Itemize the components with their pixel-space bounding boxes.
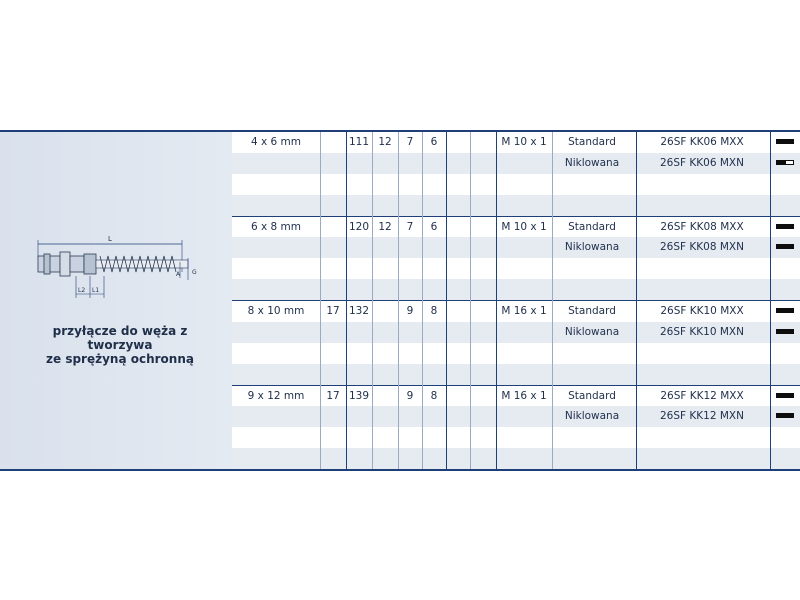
table-row [232, 300, 800, 322]
dim-cell [320, 217, 346, 238]
table-row [232, 132, 800, 153]
stock-indicator-icon [776, 160, 794, 165]
column-divider [422, 132, 423, 469]
table-row [232, 364, 800, 385]
order-code-cell: 26SF KK06 MXN [660, 157, 744, 170]
table-row [232, 322, 800, 343]
order-code-cell: 26SF KK08 MXX [660, 221, 744, 234]
product-table [0, 130, 800, 470]
dim-label-l1: L1 [92, 287, 100, 294]
column-divider [770, 132, 771, 469]
finish-cell: Standard [568, 221, 616, 234]
column-divider [346, 132, 347, 469]
table-row [232, 216, 800, 238]
table-row [232, 343, 800, 364]
order-code-cell: 26SF KK06 MXX [660, 136, 744, 148]
dim-cell [372, 386, 398, 407]
order-code-cell: 26SF KK12 MXN [660, 409, 744, 422]
dim-cell: 6 [430, 221, 438, 234]
dim-cell: 8 [430, 305, 438, 318]
table-row [232, 174, 800, 195]
column-divider [320, 132, 321, 469]
caption-line-1: przyłącze do węża z tworzywa [52, 324, 188, 352]
connector-drawing [30, 232, 210, 312]
table-row [232, 385, 800, 407]
dim-cell: 12 [378, 136, 392, 148]
spec-grid [232, 132, 800, 469]
dim-cell: 17 [326, 305, 340, 318]
dim-cell: 9 [406, 389, 414, 402]
finish-cell: Standard [568, 305, 616, 318]
finish-cell: Niklowana [564, 409, 620, 422]
hose-size-cell: 8 x 10 mm [247, 305, 305, 318]
dim-cell: 6 [430, 136, 438, 148]
length-cell: 132 [348, 305, 370, 318]
column-divider [372, 132, 373, 469]
dim-label-g: G [192, 269, 197, 276]
column-divider [446, 132, 447, 469]
thread-cell: M 16 x 1 [501, 389, 547, 402]
table-row [232, 153, 800, 174]
order-code-cell: 26SF KK10 MXX [660, 305, 744, 318]
table-row [232, 448, 800, 469]
length-cell: 139 [348, 389, 370, 402]
finish-cell: Standard [568, 136, 616, 148]
stock-indicator-icon [776, 244, 794, 249]
length-cell: 111 [348, 136, 370, 148]
dim-cell [372, 301, 398, 322]
order-code-cell: 26SF KK12 MXX [660, 389, 744, 402]
stock-indicator-icon [776, 308, 794, 313]
table-row [232, 237, 800, 258]
dim-label-l2: L2 [78, 287, 86, 294]
dim-cell: 17 [326, 389, 340, 402]
stock-indicator-icon [776, 224, 794, 229]
dim-cell: 9 [406, 305, 414, 318]
product-caption [20, 324, 220, 366]
hose-size-cell: 4 x 6 mm [250, 136, 302, 148]
dim-cell [320, 132, 346, 153]
product-panel [0, 132, 232, 469]
column-divider [470, 132, 471, 469]
thread-cell: M 10 x 1 [501, 136, 547, 148]
table-row [232, 279, 800, 300]
column-divider [496, 132, 497, 469]
dim-cell: 7 [406, 136, 414, 148]
stock-indicator-icon [776, 139, 794, 144]
order-code-cell: 26SF KK10 MXN [660, 325, 744, 338]
stock-indicator-icon [776, 393, 794, 398]
length-cell: 120 [348, 221, 370, 234]
thread-cell: M 16 x 1 [501, 305, 547, 318]
dim-cell: 7 [406, 221, 414, 234]
table-row [232, 258, 800, 279]
hose-size-cell: 6 x 8 mm [250, 221, 302, 234]
column-divider [398, 132, 399, 469]
table-row [232, 427, 800, 448]
finish-cell: Niklowana [564, 157, 620, 170]
column-divider [636, 132, 637, 469]
table-bottom-rule [0, 469, 800, 471]
dim-label-a: A [176, 271, 181, 278]
dim-cell: 12 [378, 221, 392, 234]
stock-indicator-icon [776, 413, 794, 418]
table-row [232, 406, 800, 427]
thread-cell: M 10 x 1 [501, 221, 547, 234]
finish-cell: Standard [568, 389, 616, 402]
dim-cell: 8 [430, 389, 438, 402]
table-row [232, 195, 800, 216]
order-code-cell: 26SF KK08 MXN [660, 241, 744, 254]
column-divider [552, 132, 553, 469]
finish-cell: Niklowana [564, 241, 620, 254]
stock-indicator-icon [776, 329, 794, 334]
dim-label-l: L [108, 235, 112, 243]
finish-cell: Niklowana [564, 325, 620, 338]
hose-size-cell: 9 x 12 mm [247, 389, 305, 402]
caption-line-2: ze sprężyną ochronną [46, 352, 194, 366]
